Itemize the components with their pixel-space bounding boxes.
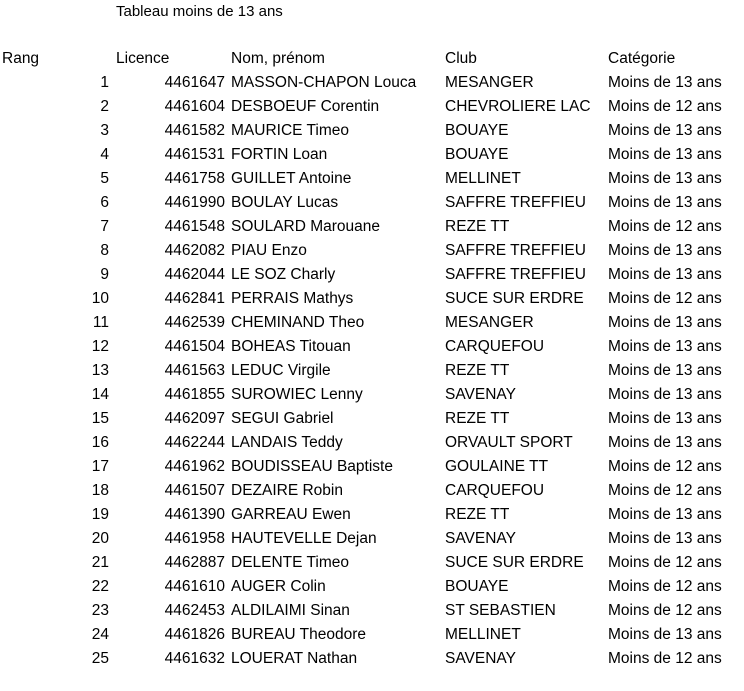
table-row [0, 263, 744, 287]
name-cell: CHEMINAND Theo [231, 314, 365, 331]
licence-cell: 4462082 [164, 242, 225, 259]
table-row [0, 119, 744, 143]
licence-cell: 4461826 [164, 626, 225, 643]
licence-cell: 4461582 [164, 122, 225, 139]
column-header-rank: Rang [2, 50, 40, 67]
name-cell: BOHEAS Titouan [231, 338, 351, 355]
rank-cell: 19 [91, 506, 109, 523]
category-cell: Moins de 13 ans [608, 434, 722, 451]
licence-cell: 4461990 [164, 194, 225, 211]
name-cell: BUREAU Theodore [231, 626, 366, 643]
rank-cell: 10 [91, 290, 109, 307]
licence-cell: 4462044 [164, 266, 225, 283]
category-cell: Moins de 12 ans [608, 650, 722, 667]
club-cell: REZE TT [445, 218, 510, 235]
rank-cell: 23 [91, 602, 109, 619]
category-cell: Moins de 13 ans [608, 122, 722, 139]
name-cell: LEDUC Virgile [231, 362, 331, 379]
table-row [0, 191, 744, 215]
table-row [0, 623, 744, 647]
club-cell: SAFFRE TREFFIEU [445, 266, 586, 283]
club-cell: SAFFRE TREFFIEU [445, 194, 586, 211]
table-row [0, 239, 744, 263]
category-cell: Moins de 13 ans [608, 170, 722, 187]
rank-cell: 11 [92, 314, 109, 331]
name-cell: FORTIN Loan [231, 146, 328, 163]
column-header-club: Club [445, 50, 477, 67]
name-cell: LE SOZ Charly [231, 266, 336, 283]
rank-cell: 6 [100, 194, 109, 211]
category-cell: Moins de 13 ans [608, 362, 722, 379]
licence-cell: 4462887 [164, 554, 225, 571]
rank-cell: 14 [91, 386, 109, 403]
table-row [0, 95, 744, 119]
club-cell: REZE TT [445, 410, 510, 427]
rank-cell: 2 [100, 98, 109, 115]
table-row [0, 287, 744, 311]
club-cell: SAFFRE TREFFIEU [445, 242, 586, 259]
rank-cell: 5 [100, 170, 109, 187]
category-cell: Moins de 12 ans [608, 290, 722, 307]
name-cell: HAUTEVELLE Dejan [231, 530, 377, 547]
category-cell: Moins de 12 ans [608, 458, 722, 475]
table-row [0, 503, 744, 527]
category-cell: Moins de 13 ans [608, 386, 722, 403]
category-cell: Moins de 12 ans [608, 482, 722, 499]
rank-cell: 7 [100, 218, 109, 235]
licence-cell: 4461958 [164, 530, 225, 547]
category-cell: Moins de 13 ans [608, 410, 722, 427]
name-cell: SOULARD Marouane [231, 218, 381, 235]
club-cell: MESANGER [445, 74, 534, 91]
club-cell: MELLINET [445, 170, 521, 187]
name-cell: GARREAU Ewen [231, 506, 351, 523]
name-cell: BOUDISSEAU Baptiste [231, 458, 393, 475]
club-cell: BOUAYE [445, 122, 509, 139]
category-cell: Moins de 13 ans [608, 626, 722, 643]
licence-cell: 4461390 [164, 506, 225, 523]
club-cell: CARQUEFOU [445, 482, 545, 499]
licence-cell: 4461855 [164, 386, 225, 403]
table-row [0, 311, 744, 335]
column-header-category: Catégorie [608, 50, 676, 67]
rank-cell: 3 [100, 122, 109, 139]
table-row [0, 575, 744, 599]
club-cell: GOULAINE TT [445, 458, 549, 475]
rank-cell: 9 [100, 266, 109, 283]
licence-cell: 4461962 [164, 458, 225, 475]
rank-cell: 8 [100, 242, 109, 259]
club-cell: MESANGER [445, 314, 534, 331]
club-cell: REZE TT [445, 506, 510, 523]
page-title: Tableau moins de 13 ans [116, 3, 283, 20]
club-cell: SUCE SUR ERDRE [445, 290, 584, 307]
category-cell: Moins de 13 ans [608, 194, 722, 211]
club-cell: REZE TT [445, 362, 510, 379]
name-cell: DELENTE Timeo [231, 554, 350, 571]
name-cell: DESBOEUF Corentin [231, 98, 380, 115]
club-cell: SAVENAY [445, 386, 516, 403]
rank-cell: 21 [91, 554, 109, 571]
table-row [0, 407, 744, 431]
category-cell: Moins de 13 ans [608, 314, 722, 331]
table-row [0, 359, 744, 383]
category-cell: Moins de 12 ans [608, 218, 722, 235]
rank-cell: 20 [91, 530, 109, 547]
column-header-name: Nom, prénom [231, 50, 325, 67]
club-cell: ST SEBASTIEN [445, 602, 556, 619]
category-cell: Moins de 12 ans [608, 602, 722, 619]
category-cell: Moins de 12 ans [608, 554, 722, 571]
category-cell: Moins de 12 ans [608, 578, 722, 595]
club-cell: ORVAULT SPORT [445, 434, 573, 451]
licence-cell: 4462453 [164, 602, 225, 619]
licence-cell: 4461632 [164, 650, 225, 667]
licence-cell: 4461604 [164, 98, 225, 115]
licence-cell: 4461563 [164, 362, 225, 379]
licence-cell: 4462539 [164, 314, 225, 331]
name-cell: SUROWIEC Lenny [231, 386, 363, 403]
rank-cell: 17 [91, 458, 109, 475]
category-cell: Moins de 13 ans [608, 506, 722, 523]
table-row [0, 383, 744, 407]
licence-cell: 4462097 [164, 410, 225, 427]
club-cell: BOUAYE [445, 578, 509, 595]
club-cell: MELLINET [445, 626, 521, 643]
club-cell: SAVENAY [445, 530, 516, 547]
licence-cell: 4462244 [164, 434, 225, 451]
table-row [0, 551, 744, 575]
name-cell: LANDAIS Teddy [231, 434, 343, 451]
name-cell: DEZAIRE Robin [231, 482, 343, 499]
category-cell: Moins de 13 ans [608, 146, 722, 163]
table-row [0, 431, 744, 455]
club-cell: CARQUEFOU [445, 338, 545, 355]
name-cell: AUGER Colin [231, 578, 326, 595]
name-cell: ALDILAIMI Sinan [231, 602, 350, 619]
rank-cell: 4 [100, 146, 109, 163]
licence-cell: 4461504 [164, 338, 225, 355]
rank-cell: 12 [91, 338, 109, 355]
category-cell: Moins de 13 ans [608, 266, 722, 283]
table-row [0, 647, 744, 671]
rank-cell: 25 [91, 650, 109, 667]
rank-cell: 15 [91, 410, 109, 427]
table-row [0, 71, 744, 95]
name-cell: SEGUI Gabriel [231, 410, 334, 427]
table-row [0, 599, 744, 623]
licence-cell: 4461610 [164, 578, 225, 595]
table-row [0, 455, 744, 479]
category-cell: Moins de 12 ans [608, 98, 722, 115]
category-cell: Moins de 13 ans [608, 530, 722, 547]
name-cell: PIAU Enzo [231, 242, 307, 259]
category-cell: Moins de 13 ans [608, 74, 722, 91]
name-cell: PERRAIS Mathys [231, 290, 354, 307]
rank-cell: 22 [91, 578, 109, 595]
licence-cell: 4462841 [164, 290, 225, 307]
club-cell: CHEVROLIERE LAC [445, 98, 591, 115]
club-cell: SUCE SUR ERDRE [445, 554, 584, 571]
name-cell: BOULAY Lucas [231, 194, 339, 211]
licence-cell: 4461507 [164, 482, 225, 499]
table-row [0, 215, 744, 239]
name-cell: MASSON-CHAPON Louca [231, 74, 417, 91]
table-row [0, 143, 744, 167]
licence-cell: 4461548 [164, 218, 225, 235]
name-cell: LOUERAT Nathan [231, 650, 358, 667]
name-cell: MAURICE Timeo [231, 122, 349, 139]
category-cell: Moins de 13 ans [608, 338, 722, 355]
rank-cell: 16 [91, 434, 109, 451]
rank-cell: 18 [91, 482, 109, 499]
rank-cell: 24 [91, 626, 109, 643]
rank-cell: 1 [100, 74, 109, 91]
licence-cell: 4461758 [164, 170, 225, 187]
name-cell: GUILLET Antoine [231, 170, 352, 187]
club-cell: BOUAYE [445, 146, 509, 163]
table-row [0, 167, 744, 191]
table-row [0, 479, 744, 503]
club-cell: SAVENAY [445, 650, 516, 667]
table-row [0, 527, 744, 551]
column-header-licence: Licence [116, 50, 170, 67]
licence-cell: 4461531 [164, 146, 225, 163]
category-cell: Moins de 13 ans [608, 242, 722, 259]
licence-cell: 4461647 [164, 74, 225, 91]
table-row [0, 335, 744, 359]
rank-cell: 13 [91, 362, 109, 379]
